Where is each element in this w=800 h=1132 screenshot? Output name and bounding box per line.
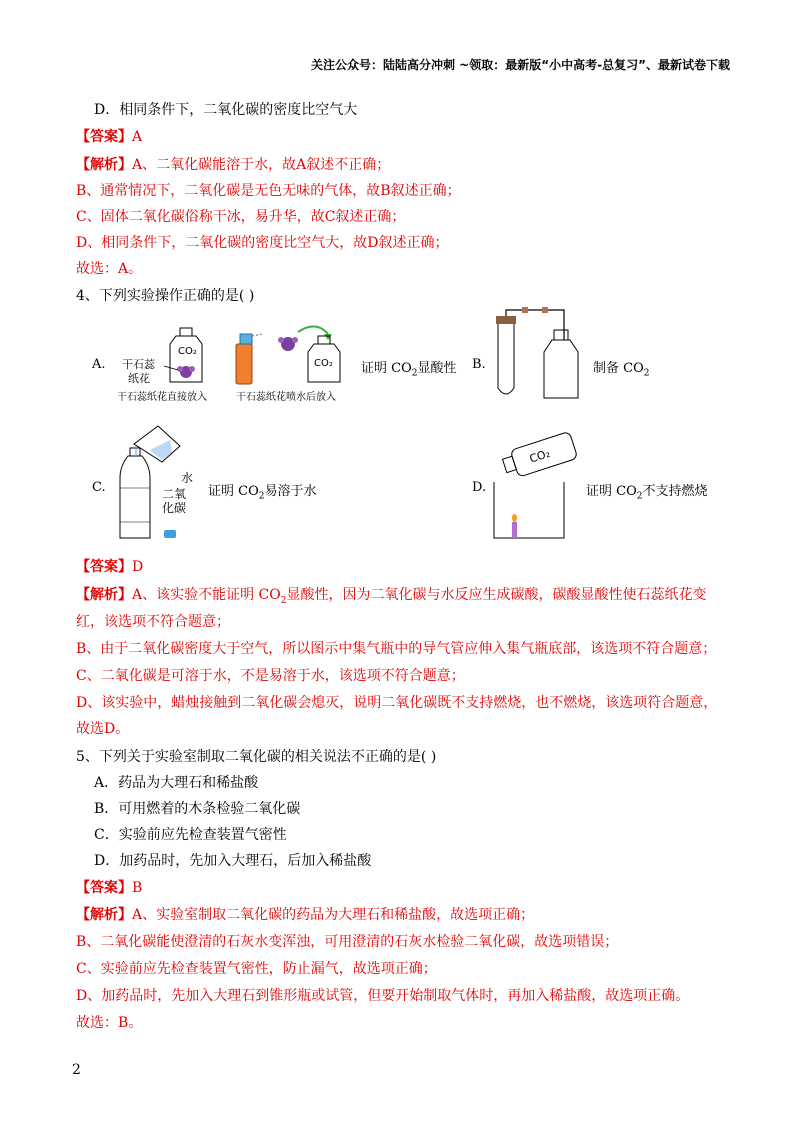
figC-label-co2: 二氧 化碳 (162, 487, 187, 515)
figC-letter: C. (92, 480, 106, 495)
q5-option-c: C．实验前应先检查装置气密性 (94, 827, 287, 843)
q4-analysis-2: 红，该选项不符合题意； (76, 614, 230, 630)
figD-letter: D. (472, 480, 487, 495)
figA-caption-right: 干石蕊纸花喷水后放入 (236, 392, 336, 403)
q5-analysis-4: D、加药品时，先加入大理石到锥形瓶或试管，但要开始制取气体时，再加入稀盐酸，故选项正确。 (76, 988, 690, 1004)
q3-analysis-4: D、相同条件下，二氧化碳的密度比空气大，故D叙述正确； (76, 235, 449, 251)
q4-analysis-5: D、该实验中，蜡烛接触到二氧化碳会熄灭，说明二氧化碳既不支持燃烧，也不燃烧，该选项符合题意， (76, 695, 718, 711)
q3-option-d: D．相同条件下，二氧化碳的密度比空气大 (94, 102, 358, 118)
page-header: 关注公众号：陆陆高分冲刺 ~领取：最新版“小中高考-总复习”、最新试卷下载 (311, 58, 730, 72)
q5-stem: 5、下列关于实验室制取二氧化碳的相关说法不正确的是( ) (76, 749, 437, 765)
q3-analysis-5: 故选：A。 (76, 261, 143, 277)
q3-analysis-2: B、通常情况下，二氧化碳是无色无味的气体，故B叙述正确； (76, 183, 461, 199)
figA-bottle-text: CO₂ (178, 346, 197, 357)
q4-analysis-1: 【解析】A、该实验不能证明 $CO_2$显酸性，因为二氧化碳与水反应生成碳酸，碳酸显酸性使石蕊纸花变 (76, 587, 707, 606)
figA-side-label-1: 干石蕊 (122, 358, 155, 371)
figC-claim: 证明 $CO_2$易溶于水 (208, 484, 317, 502)
figA-side-label-2: 纸花 (128, 372, 150, 385)
q4-analysis-6: 故选D。 (76, 721, 130, 737)
figA-claim: 证明 $CO_2$显酸性 (361, 361, 457, 379)
figD-claim: 证明 $CO_2$不支持燃烧 (586, 484, 708, 502)
figD-illustration (488, 426, 580, 542)
q5-answer: 【答案】B (76, 880, 143, 896)
figA-illustration (158, 322, 348, 388)
q5-analysis-5: 故选：B。 (76, 1015, 143, 1031)
figD-bottle-text: CO₂ (527, 446, 552, 466)
q4-analysis-4: C、二氧化碳是可溶于水，不是易溶于水，该选项不符合题意； (76, 668, 465, 684)
figB-illustration (488, 304, 588, 404)
q5-analysis-1: 【解析】A、实验室制取二氧化碳的药品为大理石和稀盐酸，故选项正确； (76, 907, 535, 923)
q3-answer: 【答案】A (76, 129, 143, 145)
q5-option-a: A．药品为大理石和稀盐酸 (94, 775, 259, 791)
q5-analysis-2: B、二氧化碳能使澄清的石灰水变浑浊，可用澄清的石灰水检验二氧化碳，故选项错误； (76, 934, 619, 950)
q3-analysis-1: 【解析】A、二氧化碳能溶于水，故A叙述不正确； (76, 157, 391, 173)
figB-claim: 制备 $CO_2$ (593, 361, 650, 379)
page-number: 2 (72, 1062, 81, 1078)
q5-analysis-3: C、实验前应先检查装置气密性，防止漏气，故选项正确； (76, 961, 437, 977)
svg-text:CO₂: CO₂ (314, 358, 333, 369)
q4-analysis-3: B、由于二氧化碳密度大于空气，所以图示中集气瓶中的导气管应伸入集气瓶底部，该选项不符合题意； (76, 641, 717, 657)
q5-option-b: B．可用燃着的木条检验二氧化碳 (94, 801, 301, 817)
q4-answer: 【答案】D (76, 559, 144, 575)
q3-analysis-3: C、固体二氧化碳俗称干冰，易升华，故C叙述正确； (76, 209, 406, 225)
q4-stem: 4、下列实验操作正确的是( ) (76, 288, 255, 304)
figA-caption-left: 干石蕊纸花直接放入 (117, 392, 207, 403)
figC-label-water: 水 (181, 471, 194, 485)
figB-letter: B. (472, 357, 486, 372)
figA-letter: A. (92, 357, 106, 372)
q5-option-d: D．加药品时，先加入大理石，后加入稀盐酸 (94, 853, 372, 869)
